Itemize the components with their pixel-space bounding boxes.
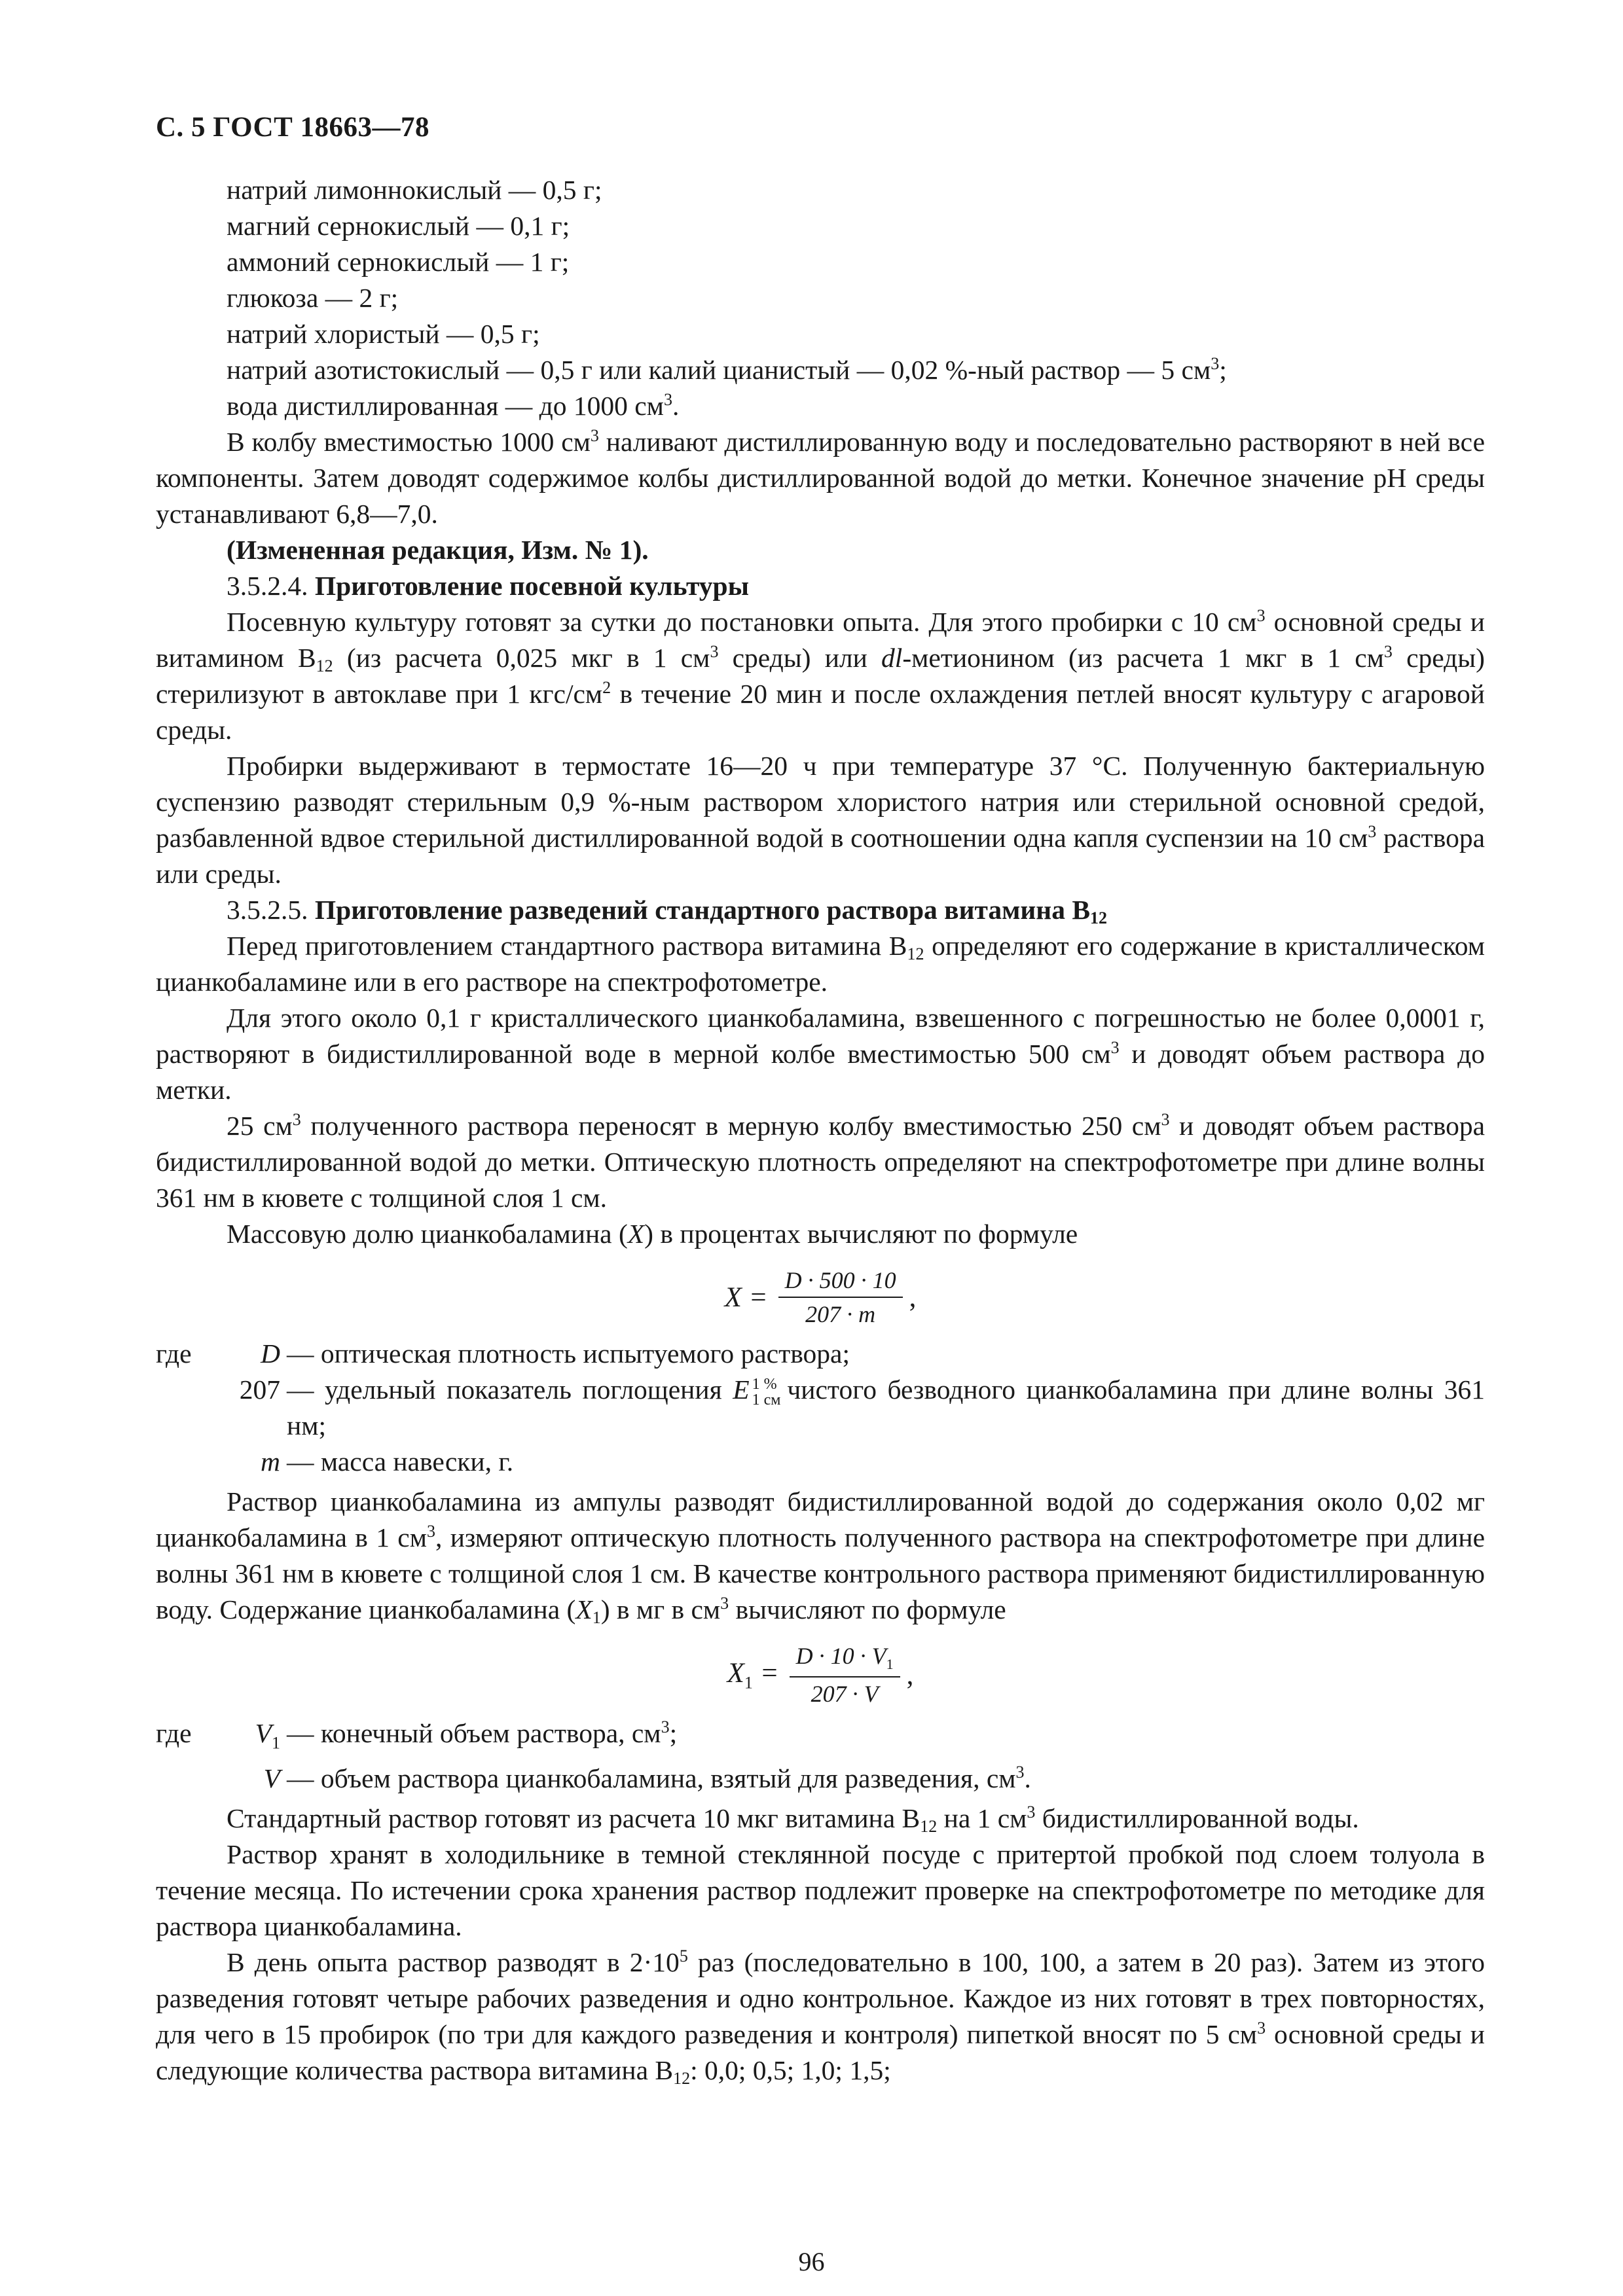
formula-fraction: [790, 1642, 900, 1707]
formula-mass-fraction: X = $\frac{D \cdot 500 \cdot 10}{207 \cdot m}$ ,: [724, 1267, 917, 1327]
paragraph: В день опыта раствор разводят в $2\cdot 10^5$ раз (последовательно в 100, 100, а затем в 20 раз). Затем из этого разведения готовят четыре рабочих разведения и одно контрольное. Каждое из них готовят в трех повторностях, для чего в 15 пробирок (по три для каждого разведения и контроля) пипеткой вносят по 5 $см^3$ основной среды и следующие количества раствора витамина $B_{12}$: 0,0; 0,5; 1,0; 1,5;: [156, 1946, 1485, 2088]
formula-denominator: 207 · m: [805, 1301, 876, 1327]
amendment-note: (Измененная редакция, Изм. № 1).: [227, 535, 649, 565]
formula-denominator: 207 · V: [811, 1680, 879, 1707]
definition-row: 207 — удельный показатель поглощения E 1 % 1 см чистого безводного цианкобаламина при длине волны 361 нм;: [239, 1374, 1485, 1441]
document-body-2: [156, 1484, 1485, 1628]
formula-content: $X_1$ = $\frac{D \cdot 10 \cdot V_1}{207 \cdot V}$ ,: [727, 1643, 914, 1707]
ingredient-item: аммоний сернокислый — 1 г;: [227, 247, 570, 277]
formula-numerator: D · 500 · 10: [778, 1266, 903, 1298]
paragraph: Массовую долю цианкобаламина (X) в процентах вычисляют по формуле: [227, 1219, 1078, 1249]
page-header: С. 5 ГОСТ 18663—78: [156, 112, 430, 143]
formula-lhs: $X_1$ =: [727, 1657, 779, 1693]
document-body: [156, 172, 1485, 1252]
section-heading-3-5-2-4: 3.5.2.4. Приготовление посевной культуры: [227, 571, 750, 601]
paragraph: Раствор хранят в холодильнике в темной стеклянной посуде с притертой пробкой под слоем толуола в течение месяца. По истечении срока хранения раствор подлежит проверке на спектрофотометре по методике для раствора цианкобаламина.: [156, 1839, 1485, 1941]
formula-numerator: $D \cdot 10 \cdot V_1$: [790, 1642, 900, 1677]
definition-row: V — объем раствора цианкобаламина, взятый для разведения, $см^3$.: [263, 1762, 1031, 1793]
paragraph: 25 $см^3$ полученного раствора переносят в мерную колбу вместимостью 250 $см^3$ и доводят объем раствора бидистиллированной водой до метки. Оптическую плотность определяют на спектрофотометре при длине волны 361 нм в кювете с толщиной слоя 1 см.: [156, 1110, 1485, 1213]
paragraph: Посевную культуру готовят за сутки до постановки опыта. Для этого пробирки с 10 $см^3$ основной среды и витамином $B_{12}$ (из расчета 0,025 мкг в 1 $см^3$ среды) или dl-метионином (из расчета 1 мкг в 1 $см^3$ среды) стерилизуют в автоклаве при 1 кгс/$см^2$ в течение 20 мин и после охлаждения петлей вносят культуру с агаровой среды.: [156, 606, 1485, 745]
ingredient-item: натрий лимоннокислый — 0,5 г;: [227, 175, 602, 205]
definition-row: m — масса навески, г.: [261, 1446, 514, 1477]
document-page: [156, 111, 1485, 2089]
ingredient-item: натрий хлористый — 0,5 г;: [227, 319, 540, 349]
formula-definitions: [156, 1715, 1485, 1797]
document-body-3: [156, 1801, 1485, 2089]
paragraph: В колбу вместимостью 1000 $см^3$ наливают дистиллированную воду и последовательно растворяют в ней все компоненты. Затем доводят содержимое колбы дистиллированной водой до метки. Конечное значение pH среды устанавливают 6,8—7,0.: [156, 426, 1485, 529]
paragraph: Раствор цианкобаламина из ампулы разводят бидистиллированной водой до содержания около 0,02 мг цианкобаламина в 1 $см^3$, измеряют оптическую плотность полученного раствора на спектрофотометре при длине волны 361 нм в кювете с толщиной слоя 1 см. В качестве контрольного раствора применяют бидистиллированную воду. Содержание цианкобаламина $(X_1)$ в мг в $см^3$ вычисляют по формуле: [156, 1486, 1485, 1628]
formula-definitions: [156, 1336, 1485, 1480]
paragraph: Стандартный раствор готовят из расчета 10 мкг витамина $B_{12}$ на 1 $см^3$ бидистиллированной воды.: [227, 1802, 1359, 1836]
page-number: 96: [798, 2247, 825, 2276]
section-heading-3-5-2-5: 3.5.2.5. Приготовление разведений стандартного раствора витамина $B_{12}$: [227, 895, 1108, 927]
ingredient-item: натрий азотистокислый — 0,5 г или калий цианистый — 0,02 %-ный раствор — 5 $см^3$;: [227, 354, 1227, 385]
ingredient-item: вода дистиллированная — до 1000 $см^3$.: [227, 390, 680, 421]
formula-fraction: [778, 1266, 903, 1328]
paragraph: Для этого около 0,1 г кристаллического цианкобаламина, взвешенного с погрешностью не более 0,0001 г, растворяют в бидистиллированной воде в мерной колбе вместимостью 500 $см^3$ и доводят объем раствора до метки.: [156, 1003, 1486, 1105]
ingredient-item: глюкоза — 2 г;: [227, 283, 399, 313]
definition-row: где $V_1$ — конечный объем раствора, $см^3$;: [156, 1717, 678, 1752]
paragraph: Перед приготовлением стандартного раствора витамина $B_{12}$ определяют его содержание в кристаллическом цианкобаламине или в его растворе на спектрофотометре.: [156, 931, 1485, 997]
paragraph: Пробирки выдерживают в термостате 16—20 ч при температуре 37 °С. Полученную бактериальную суспензию разводят стерильным 0,9 %-ным раствором хлористого натрия или стерильной основной средой, разбавленной вдвое стерильной дистиллированной водой в соотношении одна капля суспензии на 10 $см^3$ раствора или среды.: [156, 751, 1485, 889]
formula-lhs: X =: [724, 1282, 768, 1313]
ingredient-item: магний сернокислый — 0,1 г;: [227, 211, 570, 241]
definition-row: где D — оптическая плотность испытуемого раствора;: [156, 1338, 850, 1369]
